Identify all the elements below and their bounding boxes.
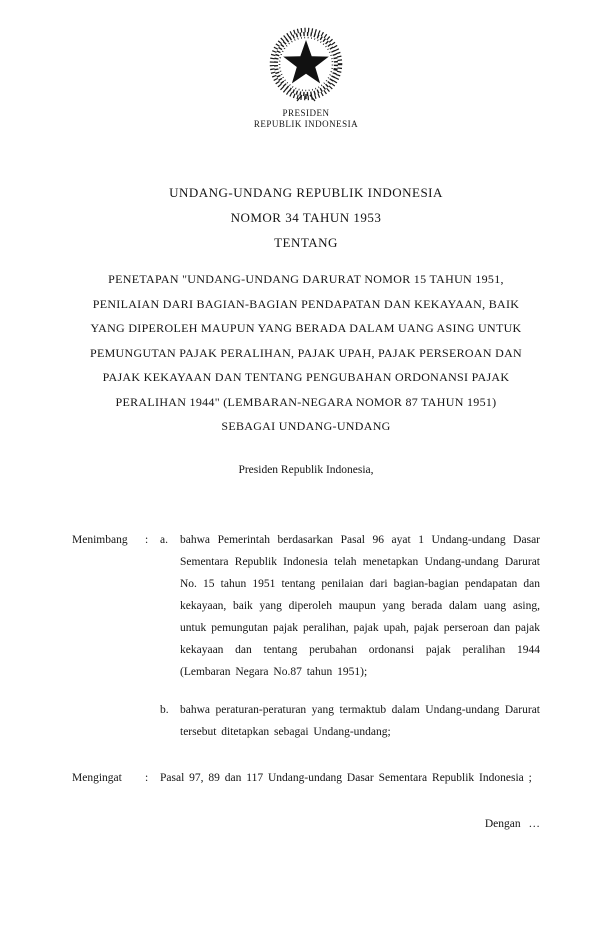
- subject-line: PENETAPAN "UNDANG-UNDANG DARURAT NOMOR 15 TAHUN 1951,: [108, 272, 504, 286]
- salutation: Presiden Republik Indonesia,: [238, 463, 374, 476]
- subject-line: SEBAGAI UNDANG-UNDANG: [221, 419, 391, 433]
- item-text: bahwa Pemerintah berdasarkan Pasal 96 ayat 1 Undang-undang Dasar Sementara Republik Indonesia telah menetapkan Undang-undang Darurat No. 15 tahun 1951 tentang penilaian dari bagian-bagian pendapatan dan kekayaan, baik yang diperoleh maupun yang berada dalam uang asing, untuk pemungutan pajak peralihan, pajak upah, pajak perseroan dan pajak kekayaan dan tentang perubahan ordonansi pajak peralihan 1944 (Lembaran Negara No.87 tahun 1951);: [180, 533, 540, 678]
- subject-line: PENILAIAN DARI BAGIAN-BAGIAN PENDAPATAN DAN KEKAYAAN, BAIK: [92, 296, 520, 311]
- consideration-item-b: [160, 699, 540, 743]
- mengingat-text: Pasal 97, 89 dan 117 Undang-undang Dasar Sementara Republik Indonesia ;: [160, 771, 532, 784]
- header-seal-block: [72, 0, 540, 130]
- item-marker: b.: [160, 703, 169, 716]
- subject-line: PERALIHAN 1944" (LEMBARAN-NEGARA NOMOR 87 TAHUN 1951): [115, 394, 497, 409]
- clause-label-mengingat: Mengingat: [72, 771, 122, 784]
- presidential-seal-icon: [266, 26, 346, 106]
- consideration-item-a: [160, 529, 540, 683]
- subject-line: PAJAK KEKAYAAN DAN TENTANG PENGUBAHAN ORDONANSI PAJAK: [102, 370, 510, 384]
- law-title-line: UNDANG-UNDANG REPUBLIK INDONESIA: [169, 185, 443, 200]
- seal-caption: [72, 108, 540, 130]
- seal-caption-republik-indonesia: REPUBLIK INDONESIA: [253, 119, 359, 129]
- catchword: Dengan …: [484, 817, 540, 830]
- law-subject-block: [65, 267, 547, 439]
- item-text: bahwa peraturan-peraturan yang termaktub dalam Undang-undang Darurat tersebut ditetapkan sebagai Undang-undang;: [180, 703, 540, 738]
- clause-label-menimbang: Menimbang: [72, 533, 128, 546]
- tentang-line: TENTANG: [274, 235, 338, 250]
- law-title-block: [72, 180, 540, 255]
- law-number-line: NOMOR 34 TAHUN 1953: [230, 210, 382, 225]
- clause-menimbang: [72, 529, 540, 743]
- seal-caption-presiden: PRESIDEN: [282, 108, 330, 118]
- clause-mengingat: [72, 767, 540, 789]
- clause-colon: :: [145, 533, 149, 546]
- subject-line: YANG DIPEROLEH MAUPUN YANG BERADA DALAM UANG ASING UNTUK: [90, 321, 522, 335]
- mengingat-content: [160, 767, 540, 789]
- menimbang-content: [160, 529, 540, 743]
- item-marker: a.: [160, 533, 168, 546]
- subject-line: PEMUNGUTAN PAJAK PERALIHAN, PAJAK UPAH, PAJAK PERSEROAN DAN: [89, 345, 523, 360]
- clause-colon: :: [145, 771, 149, 784]
- star-icon: [283, 40, 329, 83]
